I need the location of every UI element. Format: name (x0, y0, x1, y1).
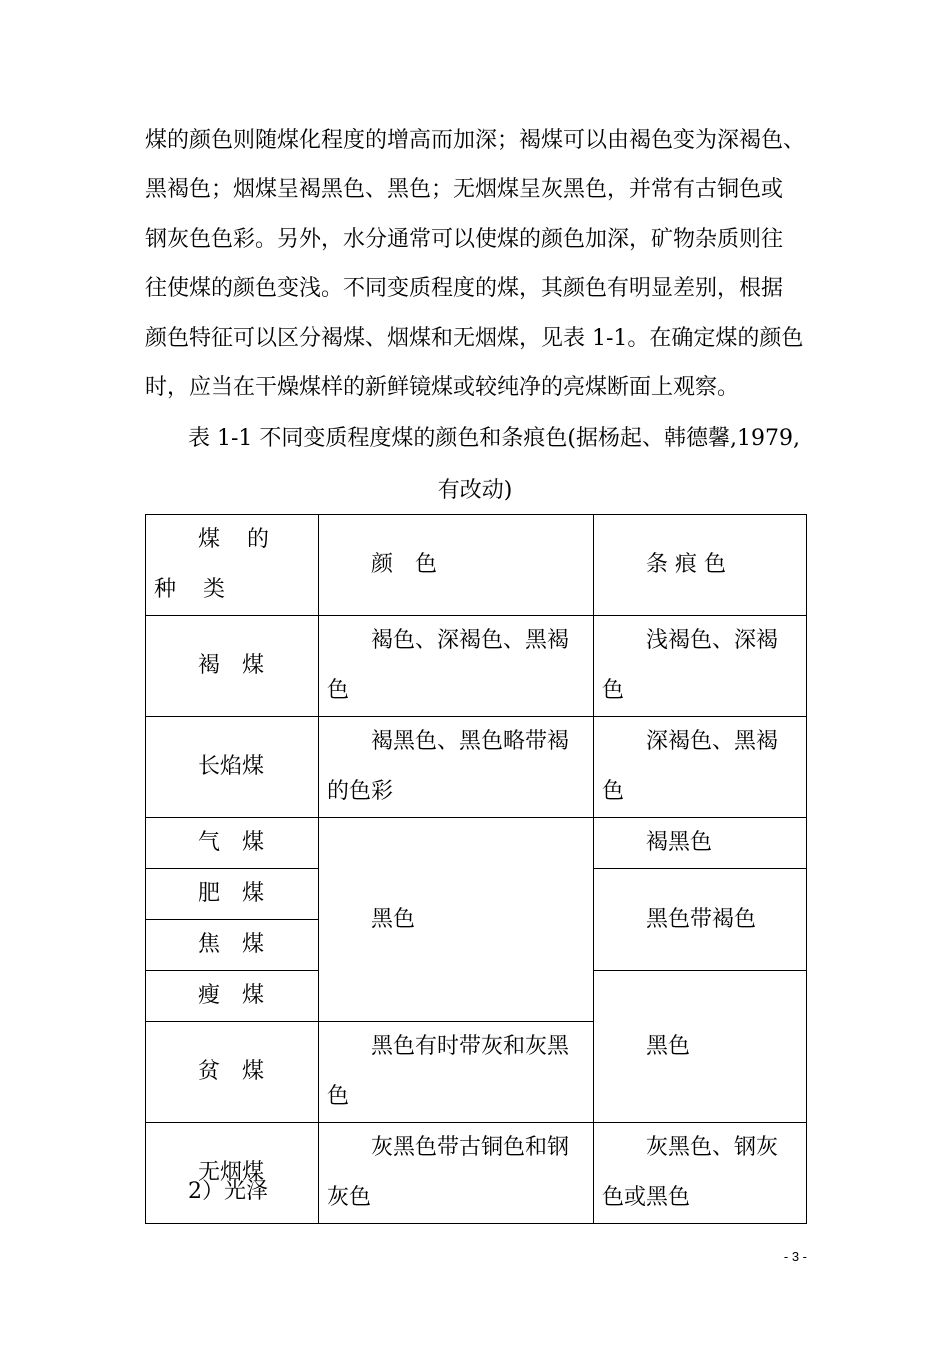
cell-kind-long-flame: 长焰煤 (146, 717, 319, 818)
cell-kind-lignite: 褐 煤 (146, 616, 319, 717)
cell-kind-gas: 气 煤 (146, 818, 319, 869)
paragraph-line: 黑褐色；烟煤呈褐黑色、黑色；无烟煤呈灰黑色，并常有古铜色或 (145, 177, 784, 202)
cell-kind-fat: 肥 煤 (146, 869, 319, 920)
table-row (146, 1123, 807, 1224)
cell-streak-fat-coking: 黑色带褐色 (594, 869, 807, 971)
section-heading: 2）光泽 (188, 1179, 268, 1204)
paragraph-line: 颜色特征可以区分褐煤、烟煤和无烟煤，见表 1-1。在确定煤的颜色 (145, 326, 804, 351)
cell-kind-meager: 贫 煤 (146, 1022, 319, 1123)
cell-kind-coking: 焦 煤 (146, 920, 319, 971)
page-number: - 3 - (783, 1249, 807, 1264)
cell-color-long-flame: 褐黑色、黑色略带褐的色彩 (319, 717, 594, 818)
cell-streak-long-flame: 深褐色、黑褐色 (594, 717, 807, 818)
paragraph-line: 往使煤的颜色变浅。不同变质程度的煤，其颜色有明显差别，根据 (145, 276, 784, 301)
cell-streak-lean-meager: 黑色 (594, 971, 807, 1123)
cell-streak-gas: 褐黑色 (594, 818, 807, 869)
paragraph-line: 煤的颜色则随煤化程度的增高而加深；褐煤可以由褐色变为深褐色、 (145, 128, 806, 153)
cell-color-lignite: 褐色、深褐色、黑褐色 (319, 616, 594, 717)
cell-color-meager: 黑色有时带灰和灰黑色 (319, 1022, 594, 1123)
table-row (146, 616, 807, 717)
cell-streak-anthracite: 灰黑色、钢灰色或黑色 (594, 1123, 807, 1224)
table-row (146, 818, 807, 869)
header-color: 颜 色 (319, 515, 594, 616)
paragraph-line: 时，应当在干燥煤样的新鲜镜煤或较纯净的亮煤断面上观察。 (145, 375, 740, 400)
table-caption-continued: 有改动) (437, 478, 513, 503)
cell-streak-lignite: 浅褐色、深褐色 (594, 616, 807, 717)
table-row (146, 717, 807, 818)
table-header-row (146, 515, 807, 616)
cell-kind-lean: 瘦 煤 (146, 971, 319, 1022)
coal-color-table (145, 514, 807, 1224)
header-coal-kind: 煤 的 种 类 (146, 515, 319, 616)
paragraph-line: 钢灰色色彩。另外，水分通常可以使煤的颜色加深，矿物杂质则往 (145, 227, 784, 252)
cell-kind-anthracite: 无烟煤 (146, 1123, 319, 1224)
cell-color-anthracite: 灰黑色带古铜色和钢灰色 (319, 1123, 594, 1224)
table-caption: 表 1-1 不同变质程度煤的颜色和条痕色(据杨起、韩德馨,1979, (188, 426, 800, 451)
cell-color-gas-to-lean: 黑色 (319, 818, 594, 1022)
header-streak: 条 痕 色 (594, 515, 807, 616)
